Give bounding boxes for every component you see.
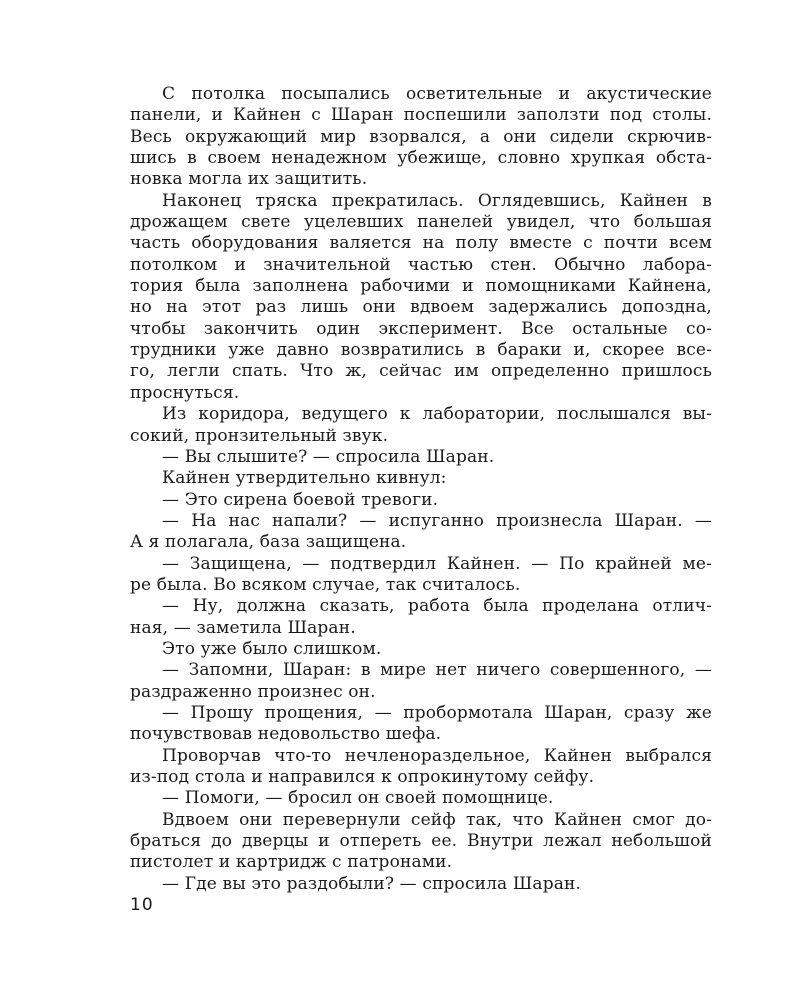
- text-line: — Прошу прощения, — пробормотала Шаран, сразу же: [162, 702, 712, 723]
- text-line: го, легли спать. Что ж, сейчас им определенно пришлось: [130, 361, 712, 382]
- text-line: — Запомни, Шаран: в мире нет ничего совершенного, —: [162, 660, 712, 681]
- text-line: потолком и значительной частью стен. Обычно лабора-: [130, 254, 712, 275]
- text-line: — Где вы это раздобыли? — спросила Шаран.: [162, 873, 582, 894]
- page-body: [130, 84, 712, 895]
- text-line: — Помоги, — бросил он своей помощнице.: [162, 788, 554, 809]
- text-line: — На нас напали? — испуганно произнесла Шаран. —: [162, 510, 712, 531]
- text-line: шись в своем ненадежном убежище, словно хрупкая обста-: [130, 148, 712, 169]
- text-line: — Ну, должна сказать, работа была проделана отлич-: [162, 596, 712, 617]
- text-line: Весь окружающий мир взорвался, а они сидели скрючив-: [130, 126, 712, 147]
- text-line: — Это сирена боевой тревоги.: [162, 489, 439, 510]
- text-line: ре была. Во всяком случае, так считалось.: [130, 574, 521, 595]
- text-line: тория была заполнена рабочими и помощниками Кайнена,: [130, 276, 712, 297]
- text-line: А я полагала, база защищена.: [130, 532, 407, 553]
- text-line: Вдвоем они перевернули сейф так, что Кайнен смог до-: [162, 809, 712, 830]
- text-line: проснуться.: [130, 382, 240, 403]
- text-line: но на этот раз лишь они вдвоем задержались допоздна,: [130, 297, 712, 318]
- text-line: новка могла их защитить.: [130, 169, 368, 190]
- text-line: браться до дверцы и отпереть ее. Внутри лежал небольшой: [130, 831, 712, 852]
- text-line: — Вы слышите? — спросила Шаран.: [162, 446, 495, 467]
- page-number: 10: [130, 895, 154, 915]
- text-line: дрожащем свете уцелевших панелей увидел, что большая: [130, 212, 712, 233]
- text-line: С потолка посыпались осветительные и акустические: [162, 84, 712, 104]
- text-line: пистолет и картридж с патронами.: [130, 852, 453, 873]
- text-line: часть оборудования валяется на полу вместе с почти всем: [130, 233, 712, 254]
- text-line: трудники уже давно возвратились в бараки и, скорее все-: [130, 340, 712, 361]
- text-line: панели, и Кайнен с Шаран поспешили заползти под столы.: [130, 105, 712, 126]
- text-line: раздраженно произнес он.: [130, 681, 376, 702]
- text-line: из-под стола и направился к опрокинутому сейфу.: [130, 767, 595, 787]
- text-line: Кайнен утвердительно кивнул:: [162, 468, 447, 489]
- text-line: Это уже было слишком.: [162, 638, 382, 659]
- text-line: Проворчав что-то нечленораздельное, Кайнен выбрался: [162, 745, 712, 766]
- text-line: Из коридора, ведущего к лаборатории, послышался вы-: [162, 404, 712, 425]
- text-line: чтобы закончить один эксперимент. Все остальные со-: [130, 318, 712, 339]
- text-line: ная, — заметила Шаран.: [130, 617, 356, 638]
- text-line: Наконец тряска прекратилась. Оглядевшись, Кайнен в: [162, 190, 712, 211]
- text-line: — Защищена, — подтвердил Кайнен. — По крайней ме-: [162, 553, 712, 574]
- text-line: сокий, пронзительный звук.: [130, 425, 389, 446]
- text-line: почувствовав недовольство шефа.: [130, 724, 442, 745]
